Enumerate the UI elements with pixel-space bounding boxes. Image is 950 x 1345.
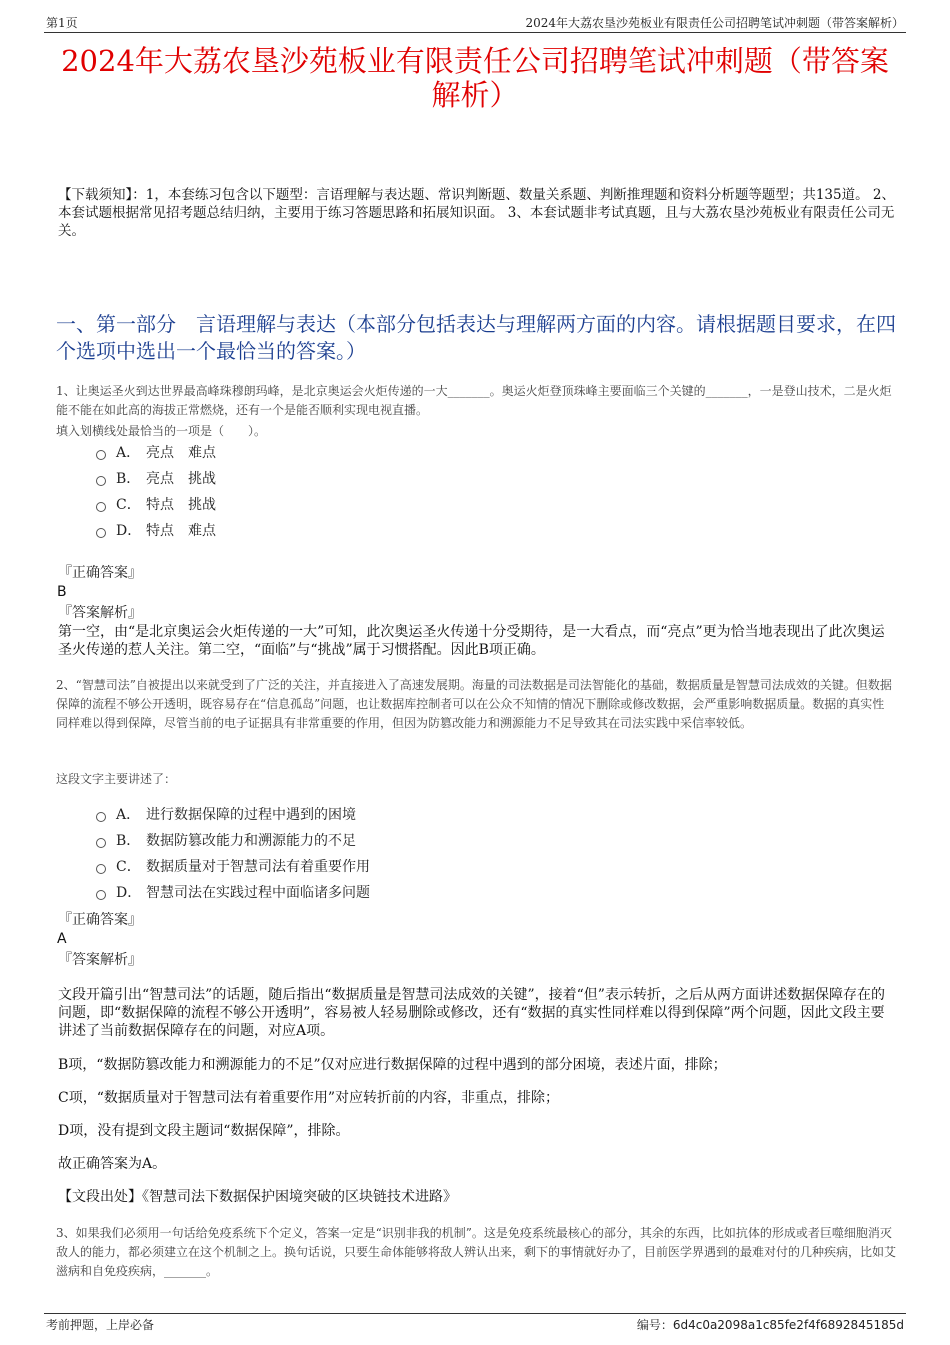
question-2-option-a[interactable]: A． 进行数据保障的过程中遇到的困境 [96,806,356,824]
question-2-analysis-tag: 『答案解析』 [58,952,142,968]
header-rule [44,32,906,33]
question-2-source: 【文段出处】《智慧司法下数据保护困境突破的区块链技术进路》 [58,1189,457,1205]
page-number: 第1页 [46,16,78,30]
radio-icon [96,528,106,538]
radio-icon [96,890,106,900]
question-1-option-c[interactable]: C． 特点 挑战 [96,496,216,514]
question-2-answer: A [57,931,67,947]
question-2-option-d[interactable]: D． 智慧司法在实践过程中面临诸多问题 [96,884,370,902]
radio-icon [96,812,106,822]
header-doc-title: 2024年大荔农垦沙苑板业有限责任公司招聘笔试冲刺题（带答案解析） [525,16,904,30]
footer-slogan: 考前押题，上岸必备 [46,1318,155,1332]
question-1-stem: 1、让奥运圣火到达世界最高峰珠穆朗玛峰，是北京奥运会火炬传递的一大_______。奥运火炬登顶珠峰主要面临三个关键的_______，一是登山技术，二是火炬能不能在如此高的海拔正常燃烧，还有一个是能否顺利实现电视直播。 [56,384,892,417]
question-1-analysis: 第一空，由“是北京奥运会火炬传递的一大”可知，此次奥运圣火传递十分受期待，是一大看点，而“亮点”更为恰当地表现出了此次奥运圣火传递的惹人关注。第二空，“面临”与“挑战”属于习惯搭配。因此B项正确。 [58,624,885,658]
question-2-analysis-paragraph: D项，没有提到文段主题词“数据保障”，排除。 [58,1123,350,1139]
footer-rule [44,1313,906,1314]
question-3-stem: 3、如果我们必须用一句话给免疫系统下个定义，答案一定是“识别非我的机制”。这是免疫系统最核心的部分，其余的东西，比如抗体的形成或者巨噬细胞消灭敌人的能力，都必须建立在这个机制之上。换句话说，只要生命体能够将敌人辨认出来，剩下的事情就好办了，目前医学界遇到的最难对付的几种疾病，比如艾滋病和自免疫疾病，_______。 [56,1226,897,1278]
footer-code [637,1316,904,1333]
radio-icon [96,864,106,874]
section-heading: 一、第一部分 言语理解与表达（本部分包括表达与理解两方面的内容。请根据题目要求，在四个选项中选出一个最恰当的答案。） [56,312,896,363]
footer-code-value: 6d4c0a2098a1c85fe2f4f6892845185d [672,1318,904,1332]
question-2-analysis-paragraph: B项，“数据防篡改能力和溯源能力的不足”仅对应进行数据保障的过程中遇到的部分困境，表述片面，排除； [58,1057,727,1073]
footer-code-label: 编号： [636,1318,673,1332]
question-2-prompt: 这段文字主要讲述了： [56,772,177,786]
question-1-answer-tag: 『正确答案』 [58,565,142,581]
document-title: 2024年大荔农垦沙苑板业有限责任公司招聘笔试冲刺题（带答案解析） [61,44,889,112]
radio-icon [96,502,106,512]
radio-icon [96,450,106,460]
radio-icon [96,476,106,486]
question-2-option-c[interactable]: C． 数据质量对于智慧司法有着重要作用 [96,858,370,876]
question-1-analysis-tag: 『答案解析』 [58,605,142,621]
question-1-answer: B [57,584,67,600]
question-1-option-b[interactable]: B． 亮点 挑战 [96,470,216,488]
question-2-analysis-paragraph: C项，“数据质量对于智慧司法有着重要作用”对应转折前的内容，非重点，排除； [58,1090,560,1106]
question-1-option-d[interactable]: D． 特点 难点 [96,522,216,540]
question-2-option-b[interactable]: B． 数据防篡改能力和溯源能力的不足 [96,832,356,850]
question-2-analysis-paragraph: 文段开篇引出“智慧司法”的话题，随后指出“数据质量是智慧司法成效的关键”，接着“但”表示转折，之后从两方面讲述数据保障存在的问题，即“数据保障的流程不够公开透明”，容易被人轻易删除或修改，还有“数据的真实性同样难以得到保障”两个问题，因此文段主要讲述了当前数据保障存在的问题，对应A项。 [58,987,885,1039]
question-1-prompt: 填入划横线处最恰当的一项是（ ）。 [56,424,267,438]
question-2-answer-tag: 『正确答案』 [58,912,142,928]
question-1-option-a[interactable]: A． 亮点 难点 [96,444,216,462]
question-2-stem: 2、“智慧司法”自被提出以来就受到了广泛的关注，并直接进入了高速发展期。海量的司法数据是司法智能化的基础，数据质量是智慧司法成效的关键。但数据保障的流程不够公开透明，既容易存在“信息孤岛”问题，也让数据库控制者可以在公众不知情的情况下删除或修改数据，会严重影响数据质量。数据的真实性同样难以得到保障，尽管当前的电子证据具有非常重要的作用，但因为防篡改能力和溯源能力不足导致其在司法实践中采信率较低。 [56,678,892,730]
radio-icon [96,838,106,848]
question-2-analysis-paragraph: 故正确答案为A。 [58,1156,167,1172]
download-notice: 【下载须知】：1，本套练习包含以下题型：言语理解与表达题、常识判断题、数量关系题、判断推理题和资料分析题等题型；共135道。 2、本套试题根据常见招考题总结归纳，主要用于练习答题思路和拓展知识面。 3、本套试题非考试真题，且与大荔农垦沙苑板业有限责任公司无关。 [58,187,895,239]
